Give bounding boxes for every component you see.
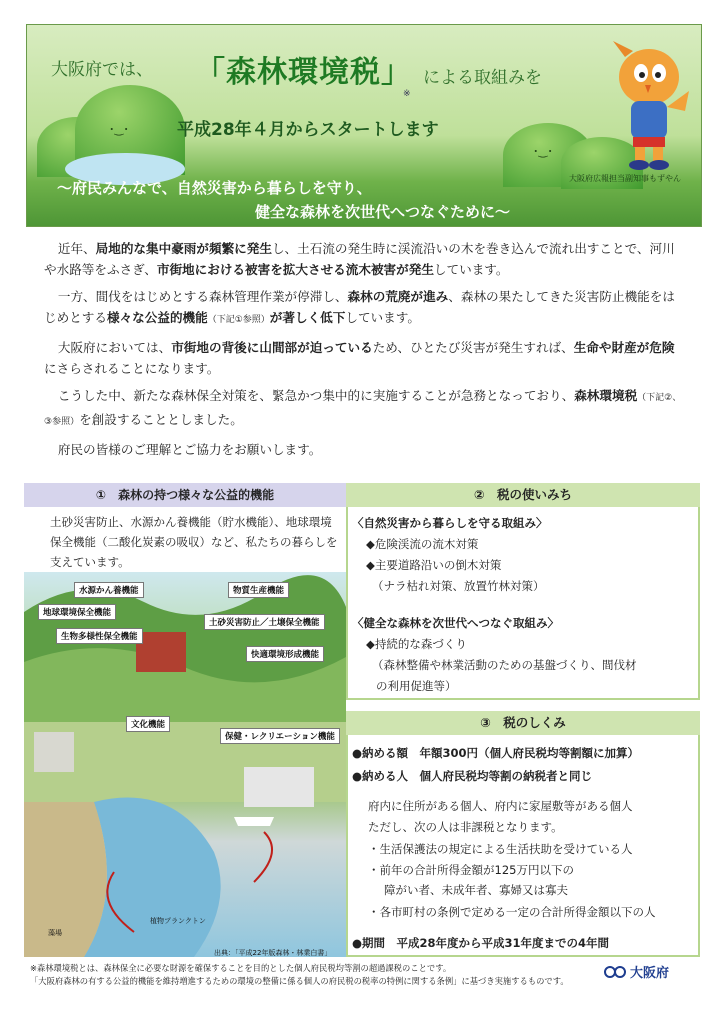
- label-disaster-prevention: 土砂災害防止／土壌保全機能: [204, 614, 325, 630]
- section2-group1-title: 〈自然災害から暮らしを守る取組み〉: [352, 516, 548, 530]
- section3-payer: ●納める人 個人府民税均等割の納税者と同じ: [352, 769, 593, 783]
- intro-text: [44, 238, 684, 466]
- mascot-mozuyan-icon: [605, 37, 693, 171]
- header-start-date: 平成28年４月からスタートします: [177, 120, 439, 140]
- section2-group2-item-2: （森林整備や林業活動のための基盤づくり、間伐材: [372, 658, 637, 672]
- intro-paragraph-3: 大阪府においては、市街地の背後に山間部が迫っているため、ひとたび災害が発生すれば、生命や財産が危険にさらされることになります。: [44, 340, 675, 376]
- header-title: 「森林環境税」: [195, 55, 412, 90]
- section3-amount: ●納める額 年額300円（個人府民税均等割額に加算）: [352, 746, 640, 760]
- mascot-credit: 大阪府広報担当副知事もずやん: [569, 174, 681, 183]
- section2-group1-item-2: ◆主要道路沿いの倒木対策: [366, 558, 502, 572]
- section2-group1-item-1: ◆危険渓流の流木対策: [366, 537, 479, 551]
- header-line1-post: による取組みを: [423, 68, 542, 88]
- intro-paragraph-1: 近年、局地的な集中豪雨が頻繁に発生し、土石流の発生時に渓流沿いの木を巻き込んで流れ出すことで、河川や水路等をふさぎ、市街地における被害を拡大させる流木被害が発生しています。: [44, 241, 675, 277]
- label-phytoplankton: 植物プランクトン: [150, 917, 206, 925]
- footer-note-1: ※森林環境税とは、森林保全に必要な財源を確保することを目的とした個人府民税均等割の超過課税のことです。: [30, 963, 452, 973]
- label-global-environment: 地球環境保全機能: [38, 604, 116, 620]
- section3-desc-1: 府内に住所がある個人、府内に家屋敷等がある個人: [368, 799, 633, 813]
- section2-title: ② 税の使いみち: [346, 483, 700, 507]
- label-seaweed-bed: 藻場: [48, 929, 62, 937]
- section3-period: ●期間 平成28年度から平成31年度までの4年間: [352, 936, 610, 950]
- section3-exempt-1: ・生活保護法の規定による生活扶助を受けている人: [368, 842, 633, 856]
- illustration-source: 出典：「平成22年版森林・林業白書」: [214, 949, 332, 957]
- section3-title: ③ 税のしくみ: [346, 711, 700, 735]
- section1-title: ① 森林の持つ様々な公益的機能: [24, 483, 346, 507]
- hill-face: ･‿･: [109, 123, 129, 136]
- section2-group2-item-1: ◆持続的な森づくり: [366, 637, 467, 651]
- label-material-production: 物質生産機能: [228, 582, 289, 598]
- section3-exempt-4: ・各市町村の条例で定める一定の合計所得金額以下の人: [368, 905, 656, 919]
- section2-group1-item-3: （ナラ枯れ対策、放置竹林対策）: [372, 579, 545, 593]
- label-recreation: 保健・レクリエーション機能: [220, 728, 340, 744]
- hill-face-right: ･‿･: [533, 145, 553, 158]
- intro-paragraph-5: 府民の皆様のご理解とご協力をお願いします。: [57, 442, 322, 457]
- section3-exempt-2: ・前年の合計所得金額が125万円以下の: [368, 863, 574, 877]
- header-subtitle-1: ～府民みんなで、自然災害から暮らしを守り、: [57, 179, 372, 197]
- section3-exempt-3: 障がい者、未成年者、寡婦又は寡夫: [384, 883, 568, 897]
- section2-group2-title: 〈健全な森林を次世代へつなぐ取組み〉: [352, 616, 559, 630]
- forest-functions-illustration: [24, 572, 346, 957]
- label-biodiversity: 生物多様性保全機能: [56, 628, 143, 644]
- intro-paragraph-2: 一方、間伐をはじめとする森林管理作業が停滞し、森林の荒廃が進み、森林の果たしてきた災害防止機能をはじめとする様々な公益的機能（下記①参照）が著しく低下しています。: [44, 289, 675, 325]
- footer-note-2: 「大阪府森林の有する公益的機能を維持増進するための環境の整備に係る個人の府民税の税率の特例に関する条例」に基づき実施するものです。: [30, 976, 569, 986]
- section2-group2-item-3: の利用促進等）: [376, 679, 457, 693]
- header-subtitle-2: 健全な森林を次世代へつなぐために～: [255, 203, 511, 221]
- header-note-mark: ※: [403, 89, 411, 99]
- intro-paragraph-4: こうした中、新たな森林保全対策を、緊急かつ集中的に実施することが急務となっており、森林環境税（下記②、③参照）を創設することとしました。: [44, 388, 682, 427]
- osaka-prefecture-name: 大阪府: [630, 966, 670, 981]
- section3-desc-2: ただし、次の人は非課税となります。: [368, 820, 563, 834]
- osaka-emblem-icon: [604, 963, 626, 981]
- label-comfortable-environment: 快適環境形成機能: [246, 646, 324, 662]
- label-water-conservation: 水源かん養機能: [74, 582, 144, 598]
- label-culture: 文化機能: [126, 716, 170, 732]
- section1-text: 土砂災害防止、水源かん養機能（貯水機能）、地球環境保全機能（二酸化炭素の吸収）など、私たちの暮らしを支えています。: [50, 515, 338, 569]
- header-line1-pre: 大阪府では、: [51, 60, 153, 80]
- osaka-prefecture-logo: [604, 962, 669, 981]
- header-banner: [26, 24, 702, 227]
